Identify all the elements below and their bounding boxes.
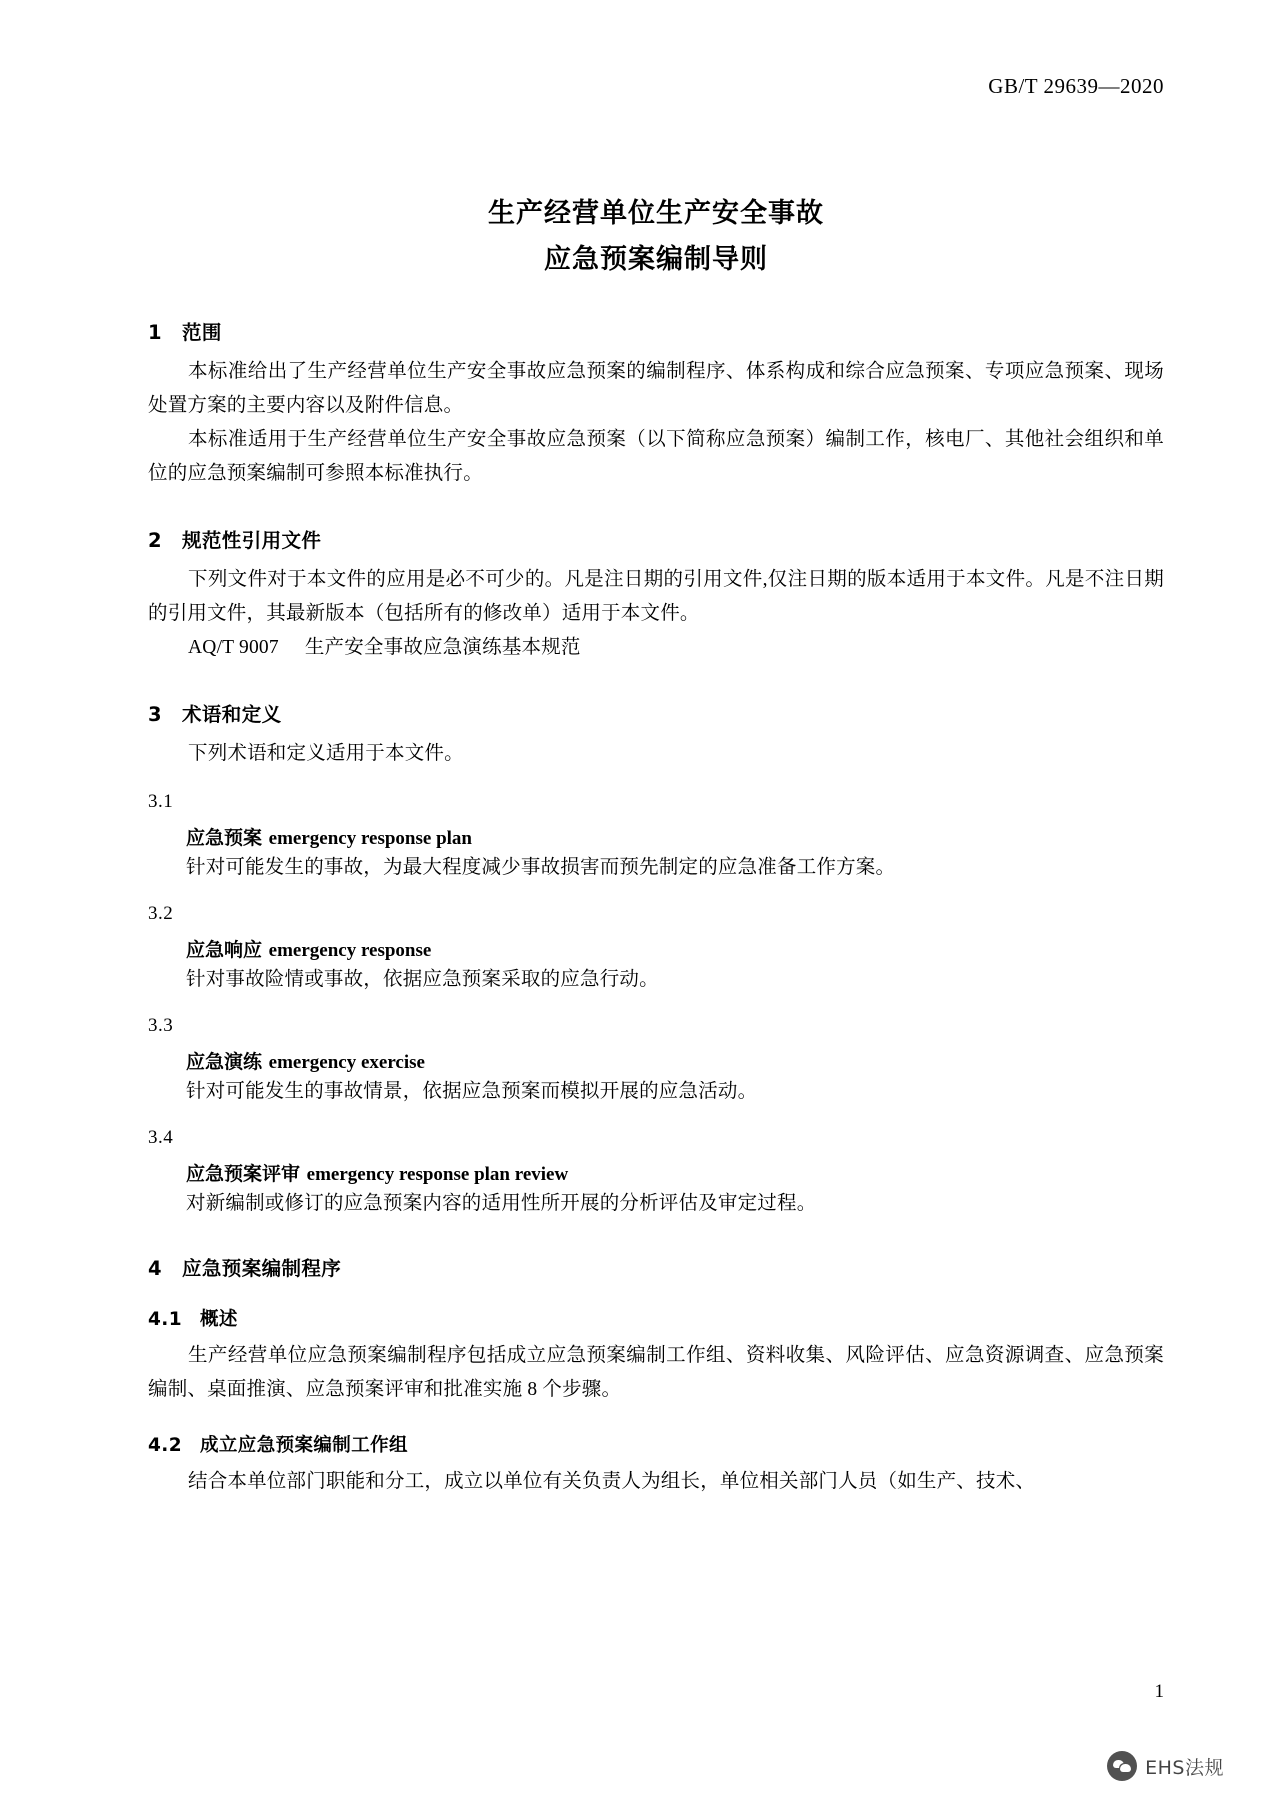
subsection-heading-4-1 <box>148 1305 1164 1331</box>
term-entry <box>186 1159 1164 1186</box>
section-number-2: 2 <box>148 529 162 552</box>
clause-number: 3.3 <box>148 1015 174 1036</box>
standard-code-header: GB/T 29639—2020 <box>988 74 1164 98</box>
page-number: 1 <box>1154 1681 1164 1702</box>
subsection-label-4-2: 成立应急预案编制工作组 <box>200 1435 408 1456</box>
section-1-paragraph-2: 本标准适用于生产经营单位生产安全事故应急预案（以下简称应急预案）编制工作，核电厂、其他社会组织和单位的应急预案编制可参照本标准执行。 <box>148 429 1164 484</box>
term-name-en: emergency response <box>268 940 432 961</box>
term-entry <box>186 1047 1164 1074</box>
subsection-label-4-1: 概述 <box>200 1309 238 1330</box>
section-3-paragraph-1: 下列术语和定义适用于本文件。 <box>188 743 464 764</box>
section-heading-4 <box>148 1253 1164 1281</box>
normative-reference-code: AQ/T 9007 <box>188 637 279 658</box>
document-title <box>148 191 1164 283</box>
page-content <box>148 74 1164 1499</box>
section-label-1: 范围 <box>182 321 222 344</box>
term-definition: 针对事故险情或事故，依据应急预案采取的应急行动。 <box>186 969 659 990</box>
term-name-cn: 应急预案 <box>186 827 263 849</box>
clause-number: 3.1 <box>148 791 174 812</box>
term-entry <box>186 823 1164 850</box>
term-entry <box>186 935 1164 962</box>
document-title-line2: 应急预案编制导则 <box>544 244 768 275</box>
subsection-4-1-paragraph-1: 生产经营单位应急预案编制程序包括成立应急预案编制工作组、资料收集、风险评估、应急资源调查、应急预案编制、桌面推演、应急预案评审和批准实施 8 个步骤。 <box>148 1345 1164 1400</box>
section-number-1: 1 <box>148 321 162 344</box>
section-heading-3 <box>148 699 1164 727</box>
section-number-3: 3 <box>148 703 162 726</box>
section-label-2: 规范性引用文件 <box>182 529 322 552</box>
section-number-4: 4 <box>148 1257 162 1280</box>
subsection-number-4-2: 4.2 <box>148 1435 182 1456</box>
term-definition: 针对可能发生的事故情景，依据应急预案而模拟开展的应急活动。 <box>186 1081 758 1102</box>
term-name-en: emergency response plan review <box>306 1164 569 1185</box>
section-heading-1 <box>148 317 1164 345</box>
subsection-heading-4-2 <box>148 1431 1164 1457</box>
section-heading-2 <box>148 525 1164 553</box>
term-name-cn: 应急预案评审 <box>186 1163 301 1185</box>
clause-number: 3.4 <box>148 1127 174 1148</box>
normative-reference-title: 生产安全事故应急演练基本规范 <box>304 637 581 658</box>
term-definition: 对新编制或修订的应急预案内容的适用性所开展的分析评估及审定过程。 <box>186 1193 817 1214</box>
term-definition: 针对可能发生的事故，为最大程度减少事故损害而预先制定的应急准备工作方案。 <box>186 857 896 878</box>
section-label-4: 应急预案编制程序 <box>182 1257 342 1280</box>
section-1-paragraph-1: 本标准给出了生产经营单位生产安全事故应急预案的编制程序、体系构成和综合应急预案、专项应急预案、现场处置方案的主要内容以及附件信息。 <box>148 361 1164 416</box>
term-name-cn: 应急响应 <box>186 939 263 961</box>
term-name-cn: 应急演练 <box>186 1051 263 1073</box>
subsection-4-2-paragraph-1: 结合本单位部门职能和分工，成立以单位有关负责人为组长，单位相关部门人员（如生产、技术、 <box>188 1471 1036 1492</box>
wechat-icon <box>1107 1751 1137 1781</box>
section-2-paragraph-1: 下列文件对于本文件的应用是必不可少的。凡是注日期的引用文件,仅注日期的版本适用于本文件。凡是不注日期的引用文件，其最新版本（包括所有的修改单）适用于本文件。 <box>148 569 1164 624</box>
clause-number: 3.2 <box>148 903 174 924</box>
watermark <box>1107 1751 1224 1781</box>
subsection-number-4-1: 4.1 <box>148 1309 182 1330</box>
term-name-en: emergency response plan <box>268 828 472 849</box>
document-title-line1: 生产经营单位生产安全事故 <box>488 198 824 229</box>
watermark-label: EHS法规 <box>1145 1756 1224 1779</box>
normative-reference-entry <box>148 631 1164 665</box>
term-name-en: emergency exercise <box>268 1052 425 1073</box>
section-label-3: 术语和定义 <box>182 703 282 726</box>
